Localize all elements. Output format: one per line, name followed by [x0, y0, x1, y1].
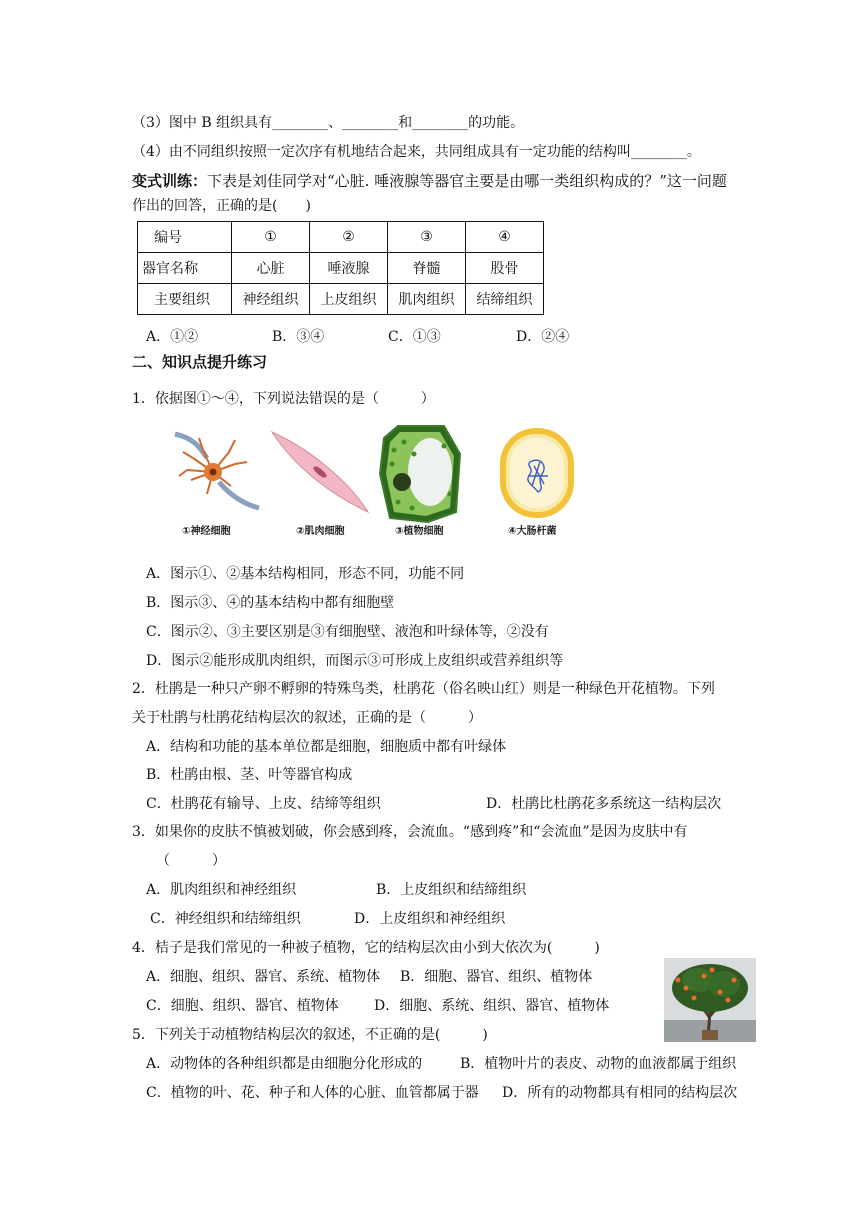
table-cell: 神经组织: [232, 284, 310, 315]
q1-option-d: D．图示②能形成肌肉组织，而图示③可形成上皮组织或营养组织等: [146, 653, 564, 669]
q3-option-d: D．上皮组织和神经组织: [354, 911, 506, 927]
q2-option-b: B．杜鹃由根、茎、叶等器官构成: [146, 767, 353, 783]
table-cell: 肌肉组织: [388, 284, 466, 315]
caption-muscle-cell: ②肌肉细胞: [296, 526, 345, 537]
bacterium-image: [496, 426, 578, 526]
q5-option-b: B．植物叶片的表皮、动物的血液都属于组织: [460, 1056, 737, 1072]
variant-option-a: A．①②: [146, 329, 199, 345]
q3-stem-2: （ ）: [156, 853, 226, 869]
variant-text-1: 下表是刘佳同学对“心脏. 唾液腺等器官主要是由哪一类组织构成的？”这一问题: [207, 172, 727, 190]
q3-option-c: C．神经组织和结缔组织: [150, 911, 301, 927]
q1-option-c: C．图示②、③主要区别是③有细胞壁、液泡和叶绿体等，②没有: [146, 624, 549, 640]
orange-tree-image: [664, 958, 756, 1046]
q4-option-d: D．细胞、系统、组织、器官、植物体: [374, 998, 610, 1014]
q1-option-b: B．图示③、④的基本结构中都有细胞壁: [146, 595, 395, 611]
q2-option-d: D．杜鹃比杜鹃花多系统这一结构层次: [486, 796, 722, 812]
plant-cell-image: [378, 424, 462, 528]
variant-option-c: C．①③: [388, 329, 441, 345]
q4-option-a: A．细胞、组织、器官、系统、植物体: [146, 969, 381, 985]
caption-bacterium: ④大肠杆菌: [508, 526, 557, 537]
q2-option-c: C．杜鹃花有输导、上皮、结缔等组织: [146, 796, 381, 812]
table-cell: 编号: [138, 222, 232, 253]
table-cell: 心脏: [232, 253, 310, 284]
q1-option-a: A．图示①、②基本结构相同，形态不同，功能不同: [146, 566, 465, 582]
nerve-cell-image: [173, 428, 261, 520]
variant-option-d: D．②④: [516, 329, 570, 345]
q4-option-b: B．细胞、器官、组织、植物体: [400, 969, 593, 985]
section-title: 二、知识点提升练习: [132, 353, 268, 371]
q2-stem-1: 2．杜鹃是一种只产卵不孵卵的特殊鸟类，杜鹃花（俗名映山红）则是一种绿色开花植物。下列: [132, 681, 715, 697]
table-cell: ②: [310, 222, 388, 253]
q5-option-a: A．动物体的各种组织都是由细胞分化形成的: [146, 1056, 423, 1072]
table-cell: ④: [466, 222, 544, 253]
q5-option-d: D．所有的动物都具有相同的结构层次: [502, 1085, 738, 1101]
caption-nerve-cell: ①神经细胞: [182, 526, 231, 537]
muscle-cell-image: [268, 428, 372, 520]
table-cell: 上皮组织: [310, 284, 388, 315]
q2-stem-2: 关于杜鹃与杜鹃花结构层次的叙述，正确的是（ ）: [132, 710, 482, 726]
q5-stem: 5．下列关于动植物结构层次的叙述，不正确的是( ): [132, 1027, 488, 1043]
table-cell: 脊髓: [388, 253, 466, 284]
table-cell: 股骨: [466, 253, 544, 284]
q3-option-a: A．肌肉组织和神经组织: [146, 882, 297, 898]
q3-option-b: B．上皮组织和结缔组织: [376, 882, 527, 898]
table-cell: 主要组织: [138, 284, 232, 315]
q5-option-c: C．植物的叶、花、种子和人体的心脏、血管都属于器: [146, 1085, 479, 1101]
q1-stem: 1．依据图①～④，下列说法错误的是（ ）: [132, 391, 435, 407]
table-cell: 唾液腺: [310, 253, 388, 284]
table-cell: ③: [388, 222, 466, 253]
q3-stem-1: 3．如果你的皮肤不慎被划破，你会感到疼，会流血。“感到疼”和“会流血”是因为皮肤中有: [132, 824, 688, 840]
variant-line-1: [132, 171, 727, 191]
q4-stem: 4．桔子是我们常见的一种被子植物，它的结构层次由小到大依次为( ): [132, 940, 600, 956]
q2-option-a: A．结构和功能的基本单位都是细胞，细胞质中都有叶绿体: [146, 739, 507, 755]
table-cell: 器官名称: [138, 253, 232, 284]
table-row: [138, 253, 544, 284]
variant-option-b: B．③④: [272, 329, 325, 345]
table-row: [138, 284, 544, 315]
q4-option-c: C．细胞、组织、器官、植物体: [146, 998, 339, 1014]
table-row: [138, 222, 544, 253]
organ-table: [137, 221, 544, 315]
variant-line-2: 作出的回答，正确的是( ): [132, 198, 311, 214]
q3-line: （3）图中 B 组织具有________、________和________的功能。: [132, 115, 525, 131]
caption-plant-cell: ③植物细胞: [395, 526, 444, 537]
q4-line: （4）由不同组织按照一定次序有机地结合起来，共同组成具有一定功能的结构叫________。: [132, 144, 701, 160]
table-cell: ①: [232, 222, 310, 253]
variant-label: 变式训练：: [132, 172, 208, 190]
table-cell: 结缔组织: [466, 284, 544, 315]
